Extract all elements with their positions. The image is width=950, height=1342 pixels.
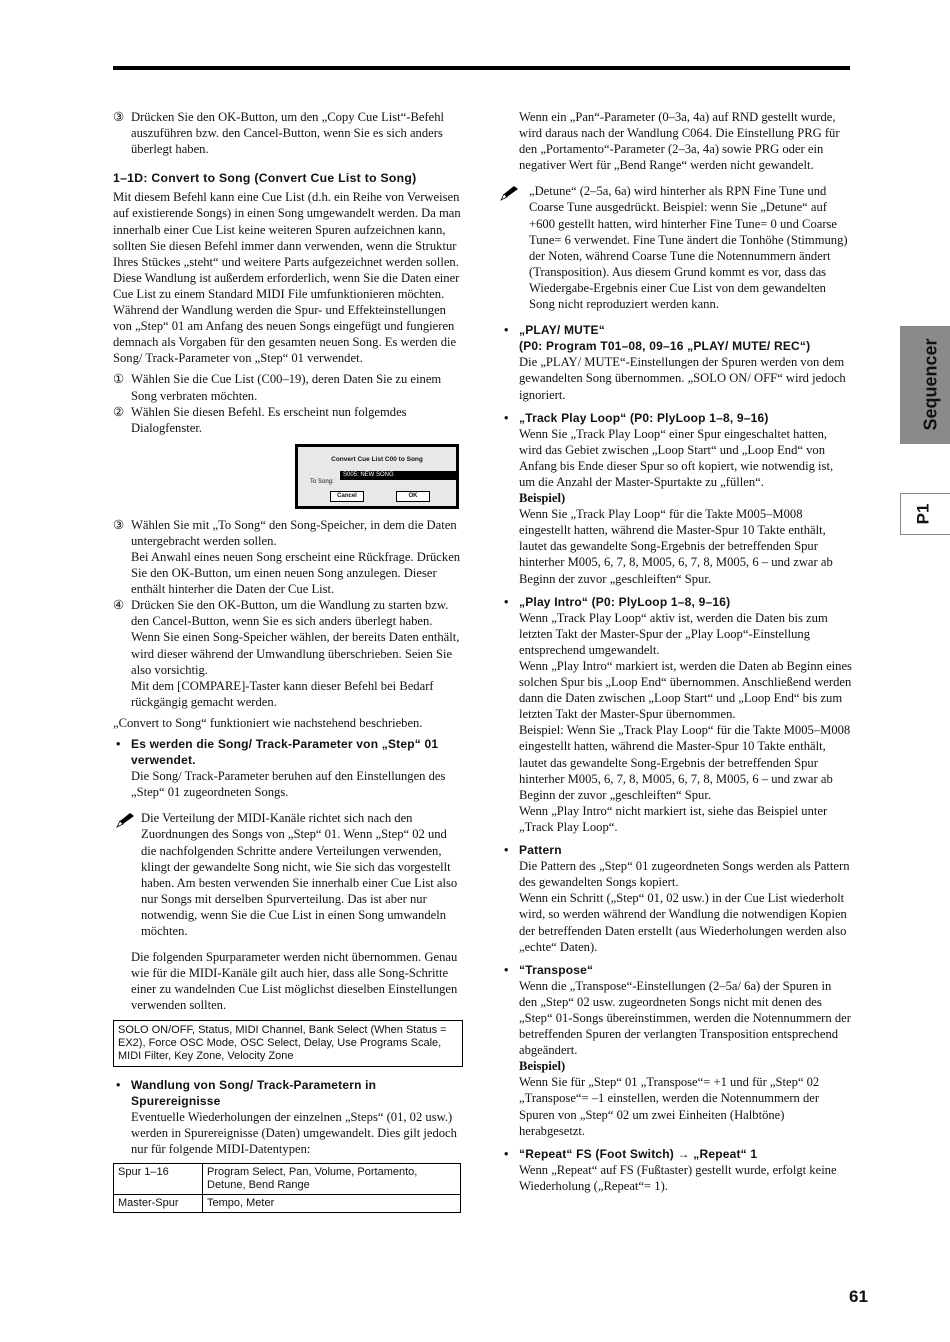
note-detune [519, 183, 852, 312]
convert-line: „Convert to Song“ funktioniert wie nachstehend beschrieben. [113, 715, 423, 730]
bullet-heading: „Play Intro“ (P0: PlyLoop 1–8, 9–16) [519, 594, 731, 609]
midi-data-table [113, 1163, 461, 1213]
example-text: Wenn Sie „Track Play Loop“ für die Takte M005–M008 eingestellt hatten, während die Master-Spur 10 Takte enthält, lautet das gewandelte Song-Ergebnis der betreffenden Spur hinterher M005, 6, 7, 8, M005, 6, 7, 8, M005, 6 – und zwar ab Beginn der zuvor „geschleiften“ Spur. [519, 507, 833, 586]
page-number: 61 [849, 1287, 868, 1306]
bullet-heading: Pattern [519, 843, 562, 858]
step-3 [113, 517, 463, 549]
pan-paragraph: Wenn ein „Pan“-Parameter (0–3a, 4a) auf RND gestellt wurde, wird daraus nach der Wandlung C064. Die Einstellung PRG für den „Portamento“-Parameter (2–3a, 4a) sowie PRG oder ein negativer Wert für „Bend Range“ werden nicht gewandelt. [519, 110, 840, 173]
unconverted-params-paragraph: Die folgenden Spurparameter werden nicht übernommen. Genau wie für die MIDI-Kanäle gilt auch hier, dass alle Song-Schritte einer zu wandelnden Cue List möglichst dieselben Einstellungen verwenden sollten. [131, 950, 458, 1013]
bullet-text: Wenn ein Schritt („Step“ 01, 02 usw.) in der Cue List wiederholt wird, so werden während der Wandlung die notwendigen Kopien der betreffenden Daten erstellt (aus Wiederholungen werden also „echte“ Daten). [519, 891, 847, 954]
intro-paragraph: Mit diesem Befehl kann eine Cue List (d.h. ein Reihe von Verweisen auf existierende Songs) in einen Song umgewandelt werden. Da man innerhalb einer Cue List keine weiteren Spuren aufzeichnen kann, sollten Sie diesen Befehl immer dann verwenden, wenn die Struktur Ihres Stückes „steht“ und weitere Parts aufgezeichnet werden sollen. Diese Wandlung ist außerdem erforderlich, wenn Sie die Daten einer Cue List zu einem Standard MIDI File umfunktionieren möchten. Während der Wandlung werden die Spur- und Effekteinstellungen von „Step“ 01 am Anfang des neuen Songs eingefügt und fungieren demnach als Vorgaben für den gesamten neuen Song. Es werden die Song/ Track-Parameter von „Step“ 01 verwendet. [113, 190, 461, 366]
example-label: Beispiel) [519, 491, 566, 506]
step-3-detail: Bei Anwahl eines neuen Song erscheint eine Rückfrage. Drücken Sie den OK-Button, um einen neuen Song anzulegen. Dieser enthält hinterher die Daten der Cue List. [131, 549, 461, 597]
section-tab-label: Sequencer [920, 338, 941, 431]
left-column [113, 109, 463, 1213]
to-song-label: To Song: [310, 478, 334, 485]
step-2 [113, 404, 463, 436]
bullet-text: Wenn „Play Intro“ markiert ist, werden die Daten ab Beginn eines solchen Spur bis „Loop End“ übernommen. Anschließend werden dann die Daten zwischen „Loop Start“ und „Loop End“ bis zum letzten Takt der Master-Spur übernommen. [519, 659, 852, 722]
note-text: „Detune“ (2–5a, 6a) wird hinterher als RPN Fine Tune und Coarse Tune ausgedrückt. Beispiel: wenn Sie „Detune“ auf +600 gestellt hatten, wird hinterher Fine Tune= 0 und Coarse Tune= 6 verwendet. Fine Tune ändert die Tonhöhe (Stimmung) der Noten, während Coarse Tune die Notennummern ändert (Transposition). Aus diesem Grund kommt es vor, dass das Wiedergabe-Ergebnis einer Cue List von dem gewandelten Song nicht reproduziert werden kann. [529, 184, 848, 312]
bullet-text: Wenn „Play Intro“ nicht markiert ist, siehe das Beispiel unter „Track Play Loop“. [519, 803, 828, 834]
bullet-track-play-loop: • „Track Play Loop“ (P0: PlyLoop 1–8, 9–16) Wenn Sie „Track Play Loop“ einer Spur eingeschaltet hatten, wird das Gebiet zwischen „Loop Start“ und „Loop End“ von Anfang bis Ende dieser Spur so oft kopiert, wie notwendig ist, um die Anzahl der Master-Spurtakte zu „füllen“. Beispiel) Wenn Sie „Track Play Loop“ für die Takte M005–M008 eingestellt hatten, während die Master-Spur 10 Takte enthält, lautet das gewandelte Song-Ergebnis der betreffenden Spur hinterher M005, 6, 7, 8, M005, 6, 7, 8, M005, 6 – und zwar ab Beginn der zuvor „geschleiften“ Spur. [501, 410, 852, 587]
bullet-heading: „PLAY/ MUTE“ [519, 323, 605, 338]
bullet-heading: “Transpose“ [519, 962, 594, 977]
ok-button: OK [396, 491, 430, 502]
step-text: Drücken Sie den OK-Button, um den „Copy Cue List“-Befehl auszuführen bzw. den Cancel-Button, wenn Sie es sich anders überlegt haben. [131, 110, 445, 157]
bullet-text: Die Song/ Track-Parameter beruhen auf den Einstellungen des „Step“ 01 zugeordneten Songs. [131, 769, 446, 800]
top-rule [113, 66, 850, 70]
bullet-play-intro: • „Play Intro“ (P0: PlyLoop 1–8, 9–16) Wenn „Track Play Loop“ aktiv ist, werden die Daten bis zum letzten Takt der Master-Spur der „Play Loop“-Einstellung entsprechend umgewandelt. Wenn „Play Intro“ markiert ist, werden die Daten ab Beginn eines solchen Spur bis „Loop End“ übernommen. Anschließend werden dann die Daten zwischen „Loop Start“ und „Loop End“ bis zum letzten Takt der Master-Spur übernommen. Beispiel: Wenn Sie „Track Play Loop“ für die Takte M005–M008 eingestellt hatten, während die Master-Spur 10 Takte enthält, lautet das gewandelte Song-Ergebnis der betreffenden Spur hinterher M005, 6, 7, 8, M005, 6, 7, 8, M005, 6 – und zwar ab Beginn der zuvor „geschleiften“ Spur. Wenn „Play Intro“ nicht markiert ist, siehe das Beispiel unter „Track Play Loop“. [504, 594, 852, 834]
step-number: ③ [113, 110, 125, 124]
bullet-heading: Es werden die Song/ Track-Parameter von „Step“ 01 verwendet. [131, 737, 439, 768]
bullet-text: Wenn „Repeat“ auf FS (Fußtaster) gestellt wurde, erfolgt keine Wiederholung („Repeat“= 1). [519, 1162, 837, 1193]
parameter-list-box: SOLO ON/OFF, Status, MIDI Channel, Bank Select (When Status = EX2), Force OSC Mode, OSC Select, Delay, Use Programs Scale, MIDI Filter, Key Zone, Velocity Zone [113, 1020, 463, 1067]
example-label: Beispiel) [519, 1059, 566, 1074]
step-4-compare: Mit dem [COMPARE]-Taster kann dieser Befehl bei Bedarf rückgängig gemacht werden. [131, 678, 434, 709]
note-text: Die Verteilung der MIDI-Kanäle richtet sich nach den Zuordnungen des Songs von „Step“ 01. Wenn „Step“ 02 und die nachfolgenden Schritte andere Verteilungen verwenden, klingt der gewandelte Song nicht, wie Sie sich das vorgestellt haben. Am besten verwenden Sie innerhalb einer Cue List also nur Songs mit derselben Spurverteilung. Das ist aber nur notwendig, wenn Sie die Cue List in einen Song umwandeln möchten. [141, 811, 458, 939]
right-column [504, 109, 852, 1194]
step-text: Drücken Sie den OK-Button, um die Wandlung zu starten bzw. den Cancel-Button, wenn Sie es sich anders überlegt haben. [131, 598, 449, 629]
step-text: Wählen Sie die Cue List (C00–19), deren Daten Sie zu einem Song verbraten möchten. [131, 372, 442, 403]
pencil-note-icon [115, 812, 135, 828]
bullet-text: Eventuelle Wiederholungen der einzelnen „Steps“ (01, 02 usw.) werden in Spurereignisse (Daten) umgewandelt. Dies gilt jedoch nur für folgende MIDI-Datentypen: [131, 1109, 457, 1156]
table-cell: Master-Spur [114, 1194, 203, 1212]
step-4 [113, 597, 463, 629]
bullet-heading: Wandlung von Song/ Track-Parametern in Spurereignisse [131, 1077, 377, 1108]
bullet-pattern: • Pattern Die Pattern des „Step“ 01 zugeordneten Songs werden als Pattern des gewandelten Songs kopiert. Wenn ein Schritt („Step“ 01, 02 usw.) in der Cue List wiederholt wird, so werden während der Wandlung die notwendigen Kopien der betreffenden Daten erstellt (aus Wiederholungen werden also „echte“ Daten). [501, 842, 852, 955]
step-3-copy [113, 109, 463, 157]
convert-dialog-screenshot [295, 444, 459, 509]
example-text: Wenn Sie für „Step“ 01 „Transpose“= +1 und für „Step“ 02 „Transpose“= –1 einstellen, werden die Notennummern der Spuren von „Step“ 02 um zwei Einheiten (Halbtöne) herabgesetzt. [519, 1075, 820, 1138]
step-text: Wählen Sie diesen Befehl. Es erscheint nun folgemdes Dialogfenster. [131, 404, 407, 435]
step-number: ④ [113, 598, 125, 613]
step-number: ② [113, 404, 125, 419]
bullet-subheading: (P0: Program T01–08, 09–16 „PLAY/ MUTE/ REC“) [519, 339, 811, 354]
to-song-field: S005: NEW SONG [340, 471, 458, 480]
step-number: ③ [113, 517, 125, 532]
bullet-text: Die Pattern des „Step“ 01 zugeordneten Songs werden als Pattern des gewandelten Songs kopiert. [519, 859, 850, 890]
bullet-song-track-params: • Es werden die Song/ Track-Parameter von „Step“ 01 verwendet. Die Song/ Track-Parameter beruhen auf den Einstellungen des „Step“ 01 zugeordneten Songs. [113, 736, 463, 800]
bullet-track-events: • Wandlung von Song/ Track-Parametern in Spurereignisse Eventuelle Wiederholungen der einzelnen „Steps“ (01, 02 usw.) werden in Spurereignisse (Daten) umgewandelt. Dies gilt jedoch nur für folgende MIDI-Datentypen: [113, 1077, 463, 1157]
table-row [114, 1194, 461, 1212]
sequencer-section-tab [900, 326, 950, 444]
section-heading: 1–1D: Convert to Song (Convert Cue List to Song) [113, 171, 417, 186]
bullet-text: Wenn „Track Play Loop“ aktiv ist, werden die Daten bis zum letzten Takt der Master-Spur der „Play Loop“-Einstellung entsprechend umgewandelt. [519, 610, 828, 657]
step-1 [113, 371, 463, 403]
bullet-repeat: • “Repeat“ FS (Foot Switch) → „Repeat“ 1 Wenn „Repeat“ auf FS (Fußtaster) gestellt wurde, erfolgt keine Wiederholung („Repeat“= 1). [501, 1146, 852, 1194]
page-tab-label: P1 [913, 503, 933, 525]
bullet-transpose: • “Transpose“ Wenn die „Transpose“-Einstellungen (2–5a/ 6a) der Spuren in den „Step“ 02 usw. zugeordneten Songs nicht mit denen des „Step“ 01-Songs übereinstimmen, werden die Notennummern der betreffenden Spuren der verlangten Transposition entsprechend abgeändert. Beispiel) Wenn Sie für „Step“ 01 „Transpose“= +1 und für „Step“ 02 „Transpose“= –1 einstellen, werden die Notennummern der Spuren von „Step“ 02 um zwei Einheiten (Halbtöne) herabgesetzt. [504, 962, 851, 1138]
step-number: ① [113, 372, 125, 387]
bullet-text: Wenn die „Transpose“-Einstellungen (2–5a/ 6a) der Spuren in den „Step“ 02 usw. zugeordneten Songs nicht mit denen des „Step“ 01-Songs übereinstimmen, werden die Notennummern der betreffenden Spuren der verlangten Transposition entsprechend abgeändert. [519, 978, 851, 1058]
table-cell: Spur 1–16 [114, 1163, 203, 1194]
dialog-title: Convert Cue List C00 to Song [331, 455, 423, 463]
bullet-play-mute: • „PLAY/ MUTE“ (P0: Program T01–08, 09–16 „PLAY/ MUTE/ REC“) Die „PLAY/ MUTE“-Einstellungen der Spuren werden von dem gewandelten Song übernommen. „SOLO ON/ OFF“ wird jedoch ignoriert. [501, 322, 852, 402]
table-cell: Program Select, Pan, Volume, Portamento, Detune, Bend Range [203, 1163, 461, 1194]
cancel-button: Cancel [330, 491, 364, 502]
step-4-warning: Wenn Sie einen Song-Speicher wählen, der bereits Daten enthält, wird dieser während der Umwandlung überschrieben. Seien Sie also vorsichtig. [131, 630, 460, 677]
table-row [114, 1163, 461, 1194]
note-midi-channels [113, 810, 463, 939]
step-text: Wählen Sie mit „To Song“ den Song-Speicher, in dem die Daten untergebracht werden sollen. [131, 517, 457, 548]
bullet-heading: “Repeat“ FS (Foot Switch) → „Repeat“ 1 [519, 1146, 758, 1161]
p1-page-tab [900, 493, 950, 535]
bullet-heading: „Track Play Loop“ (P0: PlyLoop 1–8, 9–16) [519, 410, 769, 425]
bullet-text: Beispiel: Wenn Sie „Track Play Loop“ für die Takte M005–M008 eingestellt hatten, während die Master-Spur 10 Takte enthält, lautet das gewandelte Song-Ergebnis der betreffenden Spur hinterher M005, 6, 7, 8, M005, 6, 7, 8, M005, 6 – und zwar ab Beginn der zuvor „geschleiften“ Spur. [519, 723, 851, 802]
pencil-note-icon [499, 185, 519, 201]
table-cell: Tempo, Meter [203, 1194, 461, 1212]
bullet-text: Wenn Sie „Track Play Loop“ einer Spur eingeschaltet hatten, wird das Gebiet zwischen „Loop Start“ und „Loop End“ von Anfang bis Ende dieser Spur so oft kopiert, wie notwendig ist, um die Anzahl der Master-Spurtakte zu „füllen“. [519, 426, 834, 489]
bullet-text: Die „PLAY/ MUTE“-Einstellungen der Spuren werden von dem gewandelten Song übernommen. „SOLO ON/ OFF“ wird jedoch ignoriert. [519, 355, 846, 402]
